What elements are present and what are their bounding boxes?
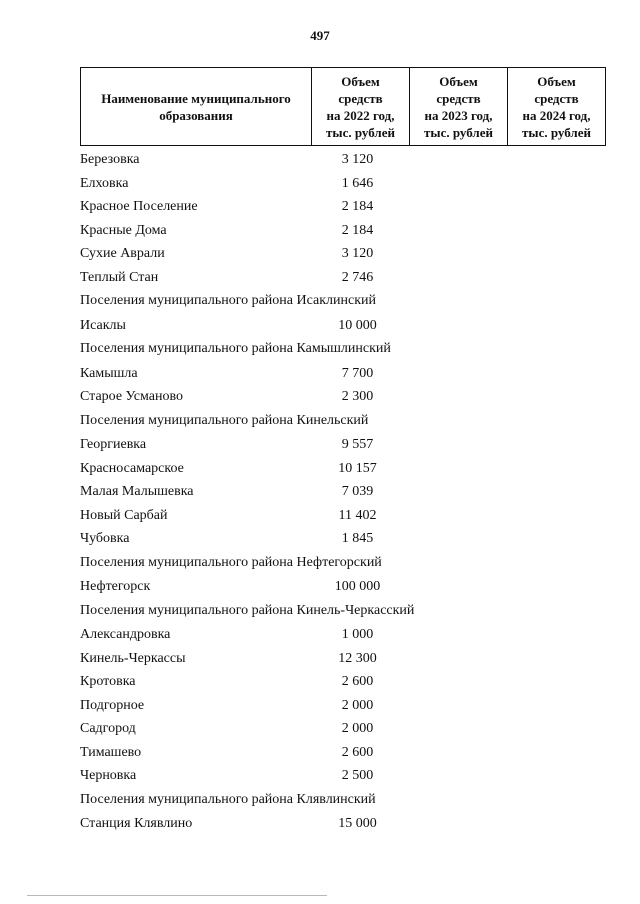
column-header-2024: Объем средств на 2024 год, тыс. рублей	[508, 68, 606, 146]
municipality-name: Черновка	[80, 768, 137, 783]
amount-2022: 3 120	[341, 152, 374, 167]
table-row	[80, 433, 609, 457]
table-row	[80, 362, 609, 386]
table-row	[80, 647, 609, 671]
municipality-name: Березовка	[80, 152, 140, 167]
municipality-name: Красносамарское	[80, 460, 184, 476]
table-row	[80, 242, 609, 266]
group-heading-row	[80, 289, 609, 314]
municipality-name: Чубовка	[80, 531, 130, 546]
table-row	[80, 148, 609, 172]
table-row	[80, 314, 609, 338]
municipality-name: Старое Усманово	[80, 389, 183, 404]
amount-2022: 1 845	[341, 531, 374, 546]
table-row	[80, 694, 609, 718]
amount-2022: 7 039	[341, 484, 374, 499]
table-row	[80, 172, 609, 196]
municipality-name: Тимашево	[80, 744, 142, 760]
amount-2022: 9 557	[341, 437, 374, 452]
table-row	[80, 717, 609, 741]
municipality-name: Малая Малышевка	[80, 484, 194, 499]
amount-2022: 2 184	[341, 199, 374, 214]
group-heading: Поселения муниципального района Камышлинский	[80, 341, 391, 356]
municipality-name: Александровка	[80, 627, 171, 642]
amount-2022: 2 600	[341, 674, 374, 689]
municipality-name: Подгорное	[80, 697, 145, 713]
amount-2022: 2 000	[341, 697, 374, 713]
group-heading-row	[80, 599, 609, 624]
group-heading-row	[80, 551, 609, 576]
municipality-name: Теплый Стан	[80, 269, 159, 285]
municipality-name: Станция Клявлино	[80, 816, 193, 831]
amount-2022: 3 120	[341, 246, 374, 261]
amount-2022: 15 000	[338, 816, 377, 831]
table-row	[80, 195, 609, 219]
municipality-name: Георгиевка	[80, 437, 147, 452]
group-heading: Поселения муниципального района Кинель-Черкасский	[80, 602, 415, 618]
municipality-name: Новый Сарбай	[80, 507, 168, 523]
municipality-name: Красные Дома	[80, 222, 167, 238]
amount-2022: 2 184	[341, 222, 374, 238]
table-row	[80, 623, 609, 647]
group-heading: Поселения муниципального района Клявлинский	[80, 791, 376, 807]
table-row	[80, 504, 609, 528]
column-header-municipality: Наименование муниципального образования	[81, 68, 312, 146]
municipality-name: Садгород	[80, 721, 136, 736]
amount-2022: 2 746	[341, 269, 374, 285]
table-row	[80, 764, 609, 788]
page-number: 497	[310, 28, 330, 43]
group-heading-row	[80, 409, 609, 434]
bottom-divider	[27, 895, 327, 896]
table-row	[80, 741, 609, 765]
table-row	[80, 575, 609, 599]
column-header-2022: Объем средств на 2022 год, тыс. рублей	[312, 68, 410, 146]
group-heading-row	[80, 788, 609, 813]
table-row	[80, 527, 609, 551]
table-row	[80, 266, 609, 290]
table-row	[80, 385, 609, 409]
municipality-name: Кротовка	[80, 674, 136, 689]
amount-2022: 12 300	[338, 650, 377, 666]
amount-2022: 2 000	[341, 721, 374, 736]
amount-2022: 10 157	[338, 460, 377, 476]
column-header-2023: Объем средств на 2023 год, тыс. рублей	[410, 68, 508, 146]
amount-2022: 7 700	[341, 365, 374, 381]
table-row	[80, 812, 609, 836]
table-row	[80, 670, 609, 694]
municipality-name: Красное Поселение	[80, 199, 198, 214]
amount-2022: 10 000	[338, 317, 377, 333]
table-row	[80, 457, 609, 481]
table-header	[80, 67, 606, 146]
amount-2022: 11 402	[338, 507, 377, 523]
municipality-name: Кинель-Черкассы	[80, 650, 186, 666]
amount-2022: 2 600	[341, 744, 374, 760]
group-heading: Поселения муниципального района Исаклинский	[80, 293, 376, 308]
municipality-name: Сухие Аврали	[80, 246, 165, 261]
table-body	[80, 148, 609, 836]
amount-2022: 2 500	[341, 768, 374, 783]
amount-2022: 1 000	[341, 627, 374, 642]
municipality-name: Исаклы	[80, 317, 126, 333]
municipality-name: Камышла	[80, 365, 138, 381]
group-heading: Поселения муниципального района Кинельский	[80, 412, 369, 428]
amount-2022: 100 000	[334, 579, 381, 594]
table-row	[80, 480, 609, 504]
municipality-name: Нефтегорск	[80, 579, 151, 594]
amount-2022: 2 300	[341, 389, 374, 404]
table-row	[80, 219, 609, 243]
amount-2022: 1 646	[341, 175, 374, 191]
header-row	[81, 68, 606, 146]
group-heading-row	[80, 337, 609, 362]
group-heading: Поселения муниципального района Нефтегорский	[80, 554, 382, 570]
municipality-name: Елховка	[80, 175, 129, 191]
